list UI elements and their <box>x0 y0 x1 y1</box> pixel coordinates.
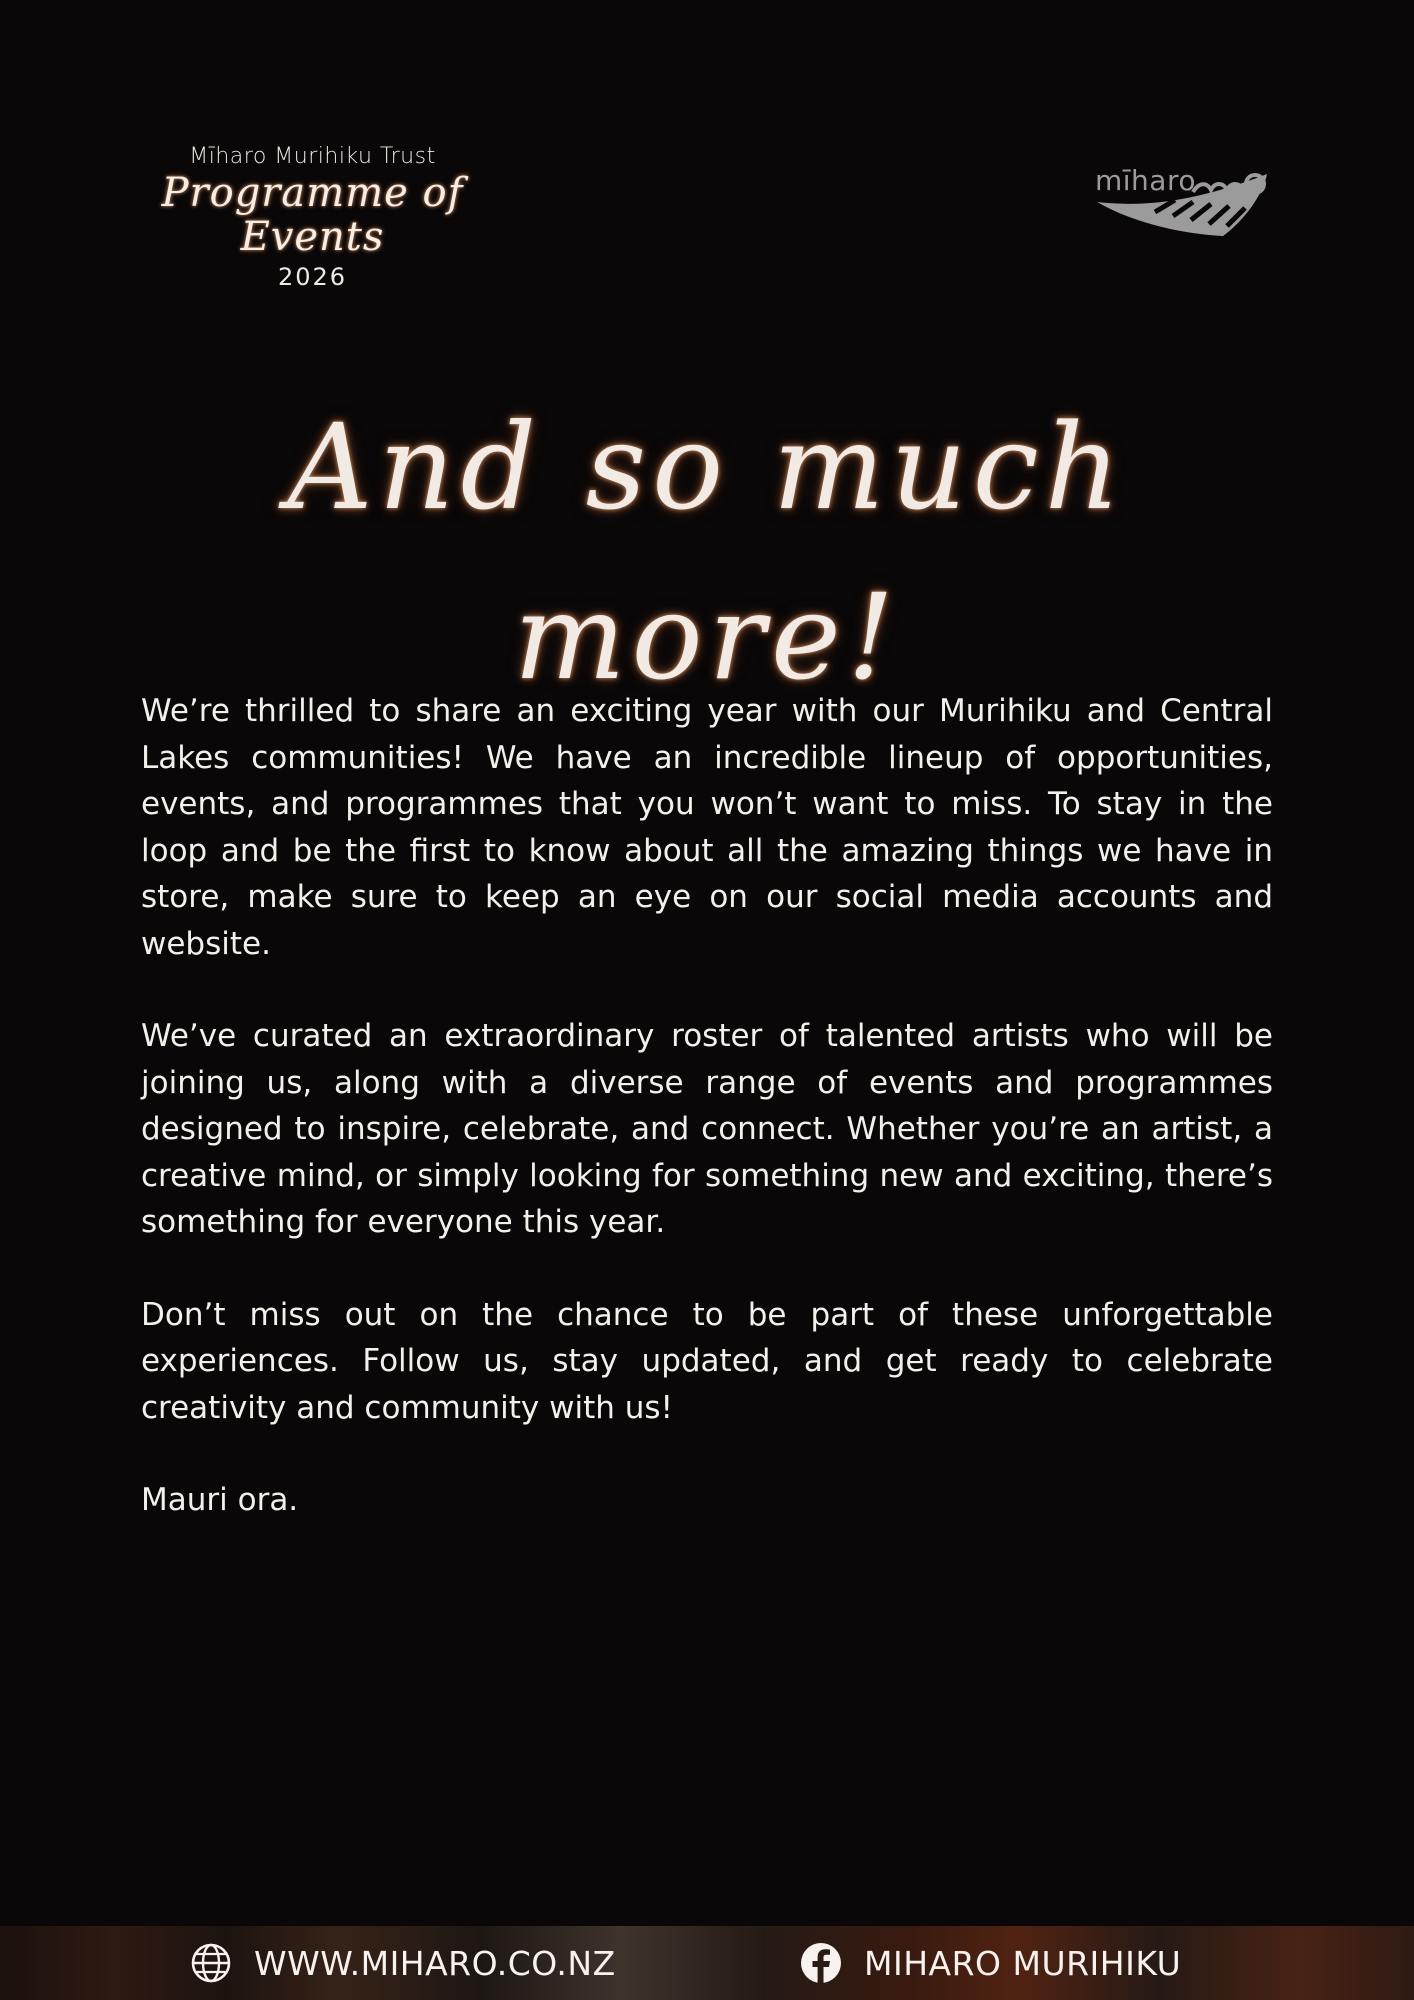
signoff: Mauri ora. <box>141 1482 299 1518</box>
body-paragraph: We’re thrilled to share an exciting year with our Murihiku and Central Lakes communities! We have an incredible lineup of opportunities, events, and programmes that you won’t want to miss. To stay in the loop and be the first to know about all the amazing things we have in store, make sure to keep an eye on our social media accounts and website. <box>141 693 1273 962</box>
facebook-label: MIHARO MURIHIKU <box>864 1943 1182 1983</box>
body-copy <box>141 688 1273 1570</box>
facebook-icon <box>800 1942 842 1984</box>
document-header <box>140 144 485 291</box>
body-paragraph: Don’t miss out on the chance to be part of these unforgettable experiences. Follow us, stay updated, and get ready to celebrate creativity and community with us! <box>141 1296 1273 1426</box>
miharo-logo <box>1095 160 1270 242</box>
website-label: WWW.MIHARO.CO.NZ <box>254 1943 616 1983</box>
body-paragraph: We’ve curated an extraordinary roster of talented artists who will be joining us, along with a diverse range of events and programmes designed to inspire, celebrate, and connect. Whether you’re an artist, a creative mind, or simply looking for something new and exciting, there’s something for everyone this year. <box>141 1018 1273 1240</box>
website-link[interactable] <box>190 1926 616 2000</box>
waka-icon <box>1095 160 1270 242</box>
headline: And so much more! <box>287 398 1127 706</box>
footer-banner <box>0 1926 1414 2000</box>
logo-wordmark: mīharo <box>1095 164 1196 197</box>
globe-icon <box>190 1942 232 1984</box>
programme-title: Programme of Events <box>161 170 464 260</box>
facebook-link[interactable] <box>800 1926 1181 2000</box>
trust-name: Mīharo Murihiku Trust <box>189 144 436 169</box>
programme-year: 2026 <box>277 263 348 291</box>
